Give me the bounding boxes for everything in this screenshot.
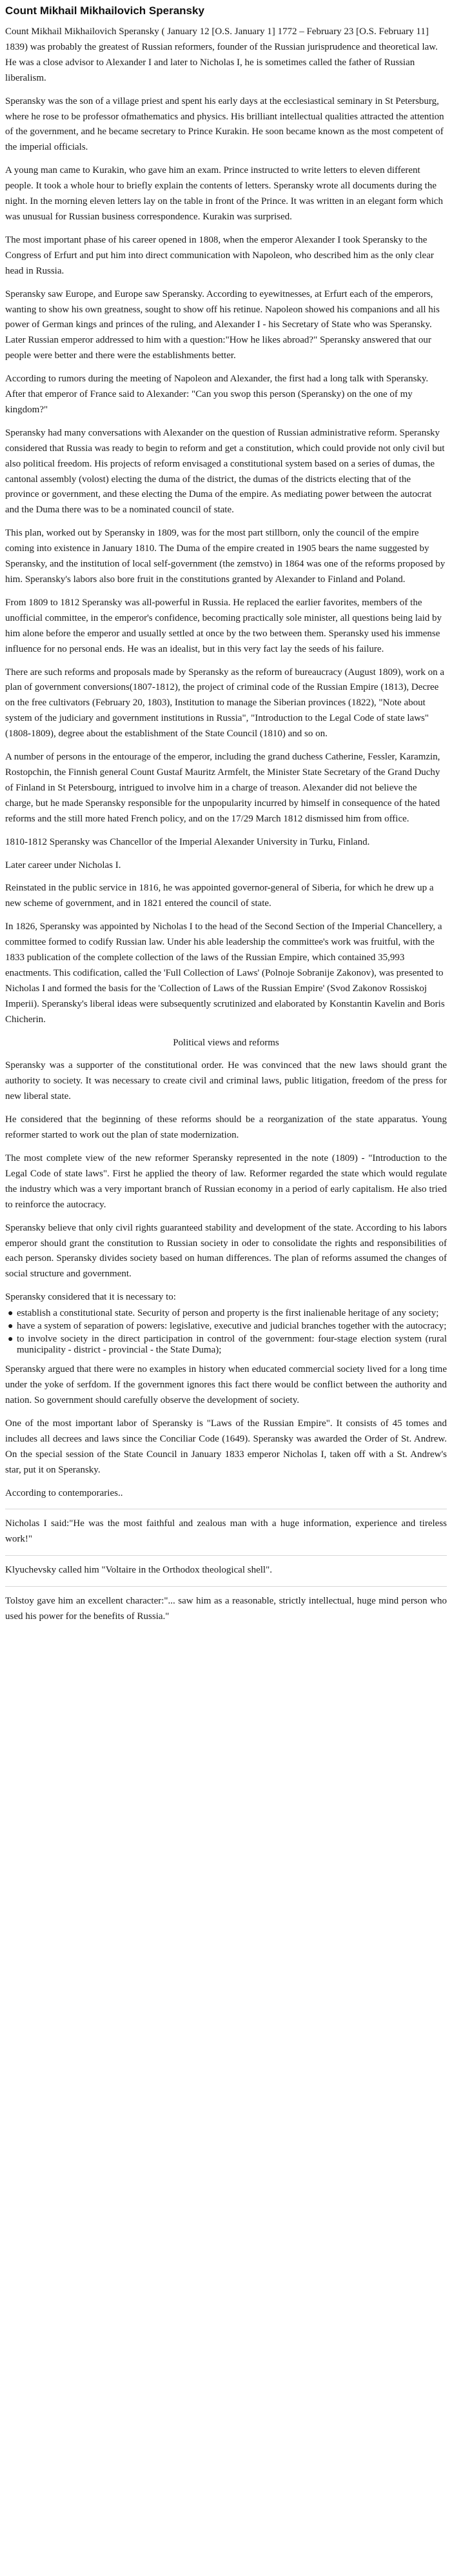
paragraph: Speransky saw Europe, and Europe saw Speransky. According to eyewitnesses, at Erfurt each of the emperors, wanting to show his own greatness, sought to show off his retinue. Napoleon showed his companions and all his power of German kings and princes of the ruling, and Alexander I - his Secretary of State who was Speransky. Later Russian emperor addressed to him with a question:"How he likes abroad?" Speransky answered that our people were better and there were the establishments better. <box>5 288 440 361</box>
paragraph: Tolstoy gave him an excellent character:"... saw him as a reasonable, strictly intellectual, huge mind person who used his power for the benefits of Russia." <box>5 1596 447 1622</box>
list-item-text: establish a constitutional state. Security of person and property is the first inalienable heritage of any society; <box>17 1308 439 1319</box>
paragraph: The most important phase of his career opened in 1808, when the emperor Alexander I took Speransky to the Congress of Erfurt and put him into direct communication with Napoleon, who described him as the only clear head in Russia. <box>5 234 434 276</box>
paragraph: One of the most important labor of Speransky is "Laws of the Russian Empire". It consists of 45 tomes and includes all decrees and laws since the Conciliar Code (1649). Speransky was awarded the Order of St. Andrew. On the special session of the State Council in January 1833 emperor Nicholas I, taken off with a St. Andrew's star, put it on Speransky. <box>5 1418 447 1475</box>
list-item-text: to involve society in the direct participation in control of the government: four-stage election system (rural municipality - district - provincial - the State Duma); <box>17 1334 447 1356</box>
paragraph: In 1826, Speransky was appointed by Nicholas I to the head of the Second Section of the Imperial Chancellery, a committee formed to codify Russian law. Under his able leadership the committee's work was fruitful, with the 1833 publication of the complete collection of the laws of the Russian Empire, which contained 35,993 enactments. This codification, called the 'Full Collection of Laws' (Polnoje Sobranije Zakonov), was presented to Nicholas I and formed the basis for the 'Collection of Laws of the Russian Empire' (Svod Zakonov Rossiskoj Imperii). Speransky's liberal ideas were subsequently scrutinized and elaborated by Konstantin Kavelin and Boris Chicherin. <box>5 921 445 1025</box>
paragraph: The most complete view of the new reformer Speransky represented in the note (1809) - "Introduction to the Legal Code of state laws". First he applied the theory of law. Reformer regarded the state which would regulate the industry which was a very important branch of Russian economy in a period of early capitalism. He also tried to reinforce the autocracy. <box>5 1153 447 1210</box>
legacy-section <box>5 1362 447 1625</box>
paragraph: There are such reforms and proposals made by Speransky as the reform of bureaucracy (August 1809), work on a plan of government conversions(1807-1812), the project of criminal code of the Russian Empire (1813), Decree on the free cultivators (February 20, 1803), Institution to manage the Siberian provinces (1822), "Note about system of the judiciary and government institutions in Russia", "Introduction to the Legal Code of state laws" (1808-1809), degree about the establishment of the State Council (1810) and so on. <box>5 667 445 740</box>
paragraph: Klyuchevsky called him "Voltaire in the Orthodox theological shell". <box>5 1565 272 1576</box>
reform-list <box>5 1308 447 1356</box>
list-item <box>8 1321 447 1332</box>
list-item <box>8 1334 447 1356</box>
divider <box>5 1555 447 1556</box>
bullet-icon: ● <box>8 1334 14 1345</box>
bullet-icon: ● <box>8 1322 14 1332</box>
paragraph: From 1809 to 1812 Speransky was all-powerful in Russia. He replaced the earlier favorites, members of the unofficial committee, in the emperor's confidence, becoming practically sole minister, all questions being laid by him alone before the emperor and usually settled at once by the two between them. Speransky used his immense influence for no personal ends. He was an idealist, but in this very fact lay the seeds of his failure. <box>5 597 442 654</box>
political-views-section <box>5 1058 447 1282</box>
list-item-text: have a system of separation of powers: legislative, executive and judicial branches together with the autocracy; <box>17 1321 447 1332</box>
paragraph: Reinstated in the public service in 1816, he was appointed governor-general of Siberia, for which he drew up a new scheme of government, and in 1821 entered the council of state. <box>5 883 434 909</box>
paragraph: Speransky argued that there were no examples in history when educated commercial society lived for a long time under the yoke of serfdom. If the government ignores this fact there would be conflict between the authority and nation. So government should carefully observe the development of society. <box>5 1364 447 1405</box>
list-item <box>8 1308 447 1319</box>
paragraph: According to contemporaries.. <box>5 1487 123 1498</box>
paragraph: He considered that the beginning of these reforms should be a reorganization of the state apparatus. Young reformer started to work out the plan of state modernization. <box>5 1114 447 1141</box>
paragraph: Count Mikhail Mikhailovich Speransky ( January 12 [O.S. January 1] 1772 – February 23 [O.S. February 11] 1839) was probably the greatest of Russian reformers, founder of the Russian jurisprudence and theoretical law. He was a close advisor to Alexander I and later to Nicholas I, he is sometimes called the father of Russian liberalism. <box>5 26 438 83</box>
paragraph: 1810-1812 Speransky was Chancellor of the Imperial Alexander University in Turku, Finland. <box>5 836 370 847</box>
paragraph: Speransky was the son of a village priest and spent his early days at the ecclesiastical seminary in St Petersburg, where he rose to be professor ofmathematics and physics. His brilliant intellectual qualities attracted the attention of the government, and he became secretary to Prince Kurakin. He soon became known as the most competent of the imperial officials. <box>5 96 444 153</box>
page-title: Count Mikhail Mikhailovich Speransky <box>5 5 204 17</box>
paragraph: A number of persons in the entourage of the emperor, including the grand duchess Catherine, Fessler, Karamzin, Rostopchin, the Finnish general Count Gustaf Mauritz Armfelt, the Minister State Secretary of the Grand Duchy of Finland in St Petersbourg, intrigued to involve him in a charge of treason. Alexander did not believe the charge, but he made Speransky responsible for the unpopularity incurred by himself in consequence of the hated reforms and the still more hated French policy, and on the 17/29 March 1812 dismissed him from office. <box>5 752 440 824</box>
divider <box>5 1586 447 1587</box>
list-intro: Speransky considered that it is necessary to: <box>5 1292 176 1303</box>
paragraph: Speransky had many conversations with Alexander on the question of Russian administrative reform. Speransky considered that Russia was ready to begin to reform and get a constitution, which could provide not only civil but also political freedom. His projects of reform envisaged a constitutional system based on a series of dumas, the cantonal assembly (volost) electing the duma of the district, the dumas of the districts electing that of the province or government, and these electing the Duma of the empire. As mediating power between the autocrat and the Duma there was to be a nominated council of state. <box>5 427 445 516</box>
paragraph: According to rumors during the meeting of Napoleon and Alexander, the first had a long talk with Speransky. After that emperor of France said to Alexander: "Can you swop this person (Speransky) on the one of my kingdom?" <box>5 374 429 415</box>
bullet-icon: ● <box>8 1309 14 1319</box>
biography-section <box>5 25 447 1028</box>
paragraph: Nicholas I said:"He was the most faithful and zealous man with a huge information, experience and tireless work!" <box>5 1518 447 1545</box>
paragraph: A young man came to Kurakin, who gave him an exam. Prince instructed to write letters to eleven different people. It took a whole hour to briefly explain the contents of letters. Speransky wrote all documents during the night. In the morning eleven letters lay on the table in front of the Prince. It was written in an elegant form which was unusual for Russian business correspondence. Kurakin was surprised. <box>5 165 443 222</box>
section-heading: Political views and reforms <box>173 1037 279 1048</box>
paragraph: Speransky was a supporter of the constitutional order. He was convinced that the new laws should grant the authority to society. It was necessary to create civil and criminal laws, public litigation, freedom of the press for new liberal state. <box>5 1060 447 1102</box>
paragraph: This plan, worked out by Speransky in 1809, was for the most part stillborn, only the council of the empire coming into existence in January 1810. The Duma of the empire created in 1905 bears the name suggested by Speransky, and the institution of local self-government (the zemstvo) in 1864 was one of the reforms proposed by him. Speransky's labors also bore fruit in the constitutions granted by Alexander to Finland and Poland. <box>5 528 446 585</box>
paragraph: Speransky believe that only civil rights guaranteed stability and development of the state. According to his labors emperor should grant the constitution to Russian society in oder to consolidate the rights and responsibilities of each person. Speransky divides society based on human differences. The plan of reforms assumed the changes of social structure and government. <box>5 1222 447 1280</box>
paragraph: Later career under Nicholas I. <box>5 860 121 870</box>
